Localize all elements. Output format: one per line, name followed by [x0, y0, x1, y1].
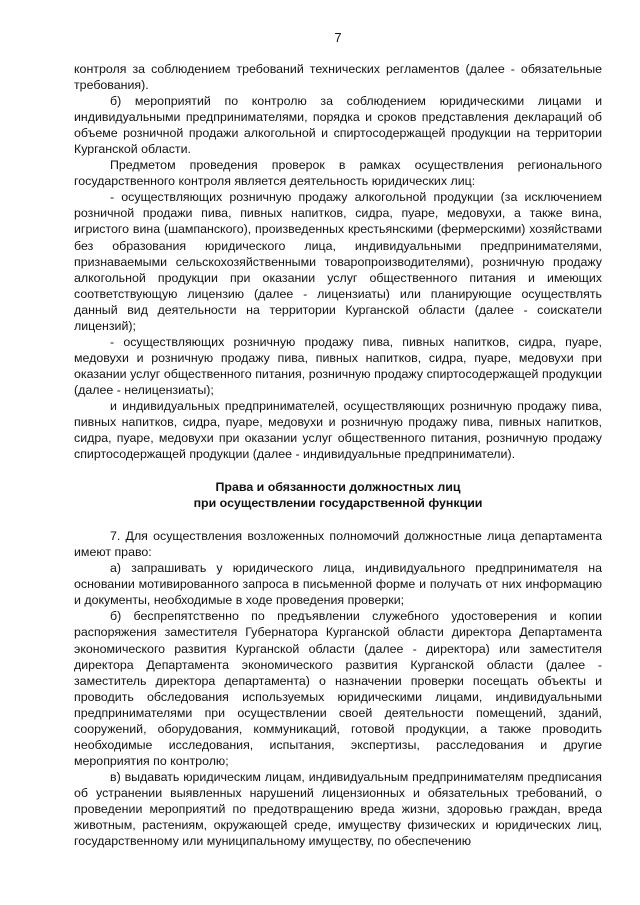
page-number: 7: [334, 30, 342, 45]
paragraph: и индивидуальных предпринимателей, осуществляющих розничную продажу пива, пивных напитков, сидра, пуаре, медовухи и розничную продажу пива, пивных напитков, сидра, пуаре, медовухи при оказании услуг общественного питания, розничную продажу спиртосодержащей продукции (далее - индивидуальные предприниматели).: [74, 398, 602, 462]
paragraph: в) выдавать юридическим лицам, индивидуальным предпринимателям предписания об устранении выявленных нарушений лицензионных и обязательных требований, о проведении мероприятий по предотвращению вреда жизни, здоровью граждан, вреда животным, растениям, окружающей среде, имуществу физических и юридических лиц, государственному или муниципальному имуществу, по обеспечению: [74, 769, 602, 849]
paragraph: - осуществляющих розничную продажу алкогольной продукции (за исключением розничной продажи пива, пивных напитков, сидра, пуаре, медовухи, а также вина, игристого вина (шампанского), произведенных крестьянскими (фермерскими) хозяйствами без образования юридического лица, индивидуальными предпринимателями, признаваемыми сельскохозяйственными товаропроизводителями), розничную продажу алкогольной продукции при оказании услуг общественного питания и имеющих соответствующую лицензию (далее - лицензиаты) или планирующие осуществлять данный вид деятельности на территории Курганской области (далее - соискатели лицензий);: [74, 190, 602, 333]
paragraph: а) запрашивать у юридического лица, индивидуального предпринимателя на основании мотивированного запроса в письменной форме и получать от них информацию и документы, необходимые в ходе проведения проверки;: [74, 561, 602, 608]
paragraph: Предметом проведения проверок в рамках осуществления регионального государственного контроля является деятельность юридических лиц:: [74, 158, 602, 189]
paragraph: 7. Для осуществления возложенных полномочий должностные лица департамента имеют право:: [74, 529, 602, 560]
section-heading: [74, 479, 602, 511]
paragraph: - осуществляющих розничную продажу пива, пивных напитков, сидра, пуаре, медовухи и розничную продажу пива, пивных напитков, сидра, пуаре, медовухи при оказании услуг общественного питания, розничную продажу спиртосодержащей продукции (далее - нелицензиаты);: [74, 334, 602, 397]
paragraph: б) беспрепятственно по предъявлении служебного удостоверения и копии распоряжения заместителя Губернатора Курганской области директора Департамента экономического развития Курганской области (далее - директора) или заместителя директора Департамента экономического развития Курганской области (далее - заместитель директора департамента) о назначении проверки посещать объекты и проводить обследования используемых юридическими лицами, индивидуальными предпринимателями при осуществлении своей деятельности помещений, зданий, сооружений, оборудования, коммуникаций, готовой продукции, а также проводить необходимые исследования, испытания, экспертизы, расследования и другие мероприятия по контролю;: [74, 609, 602, 768]
top-section: [74, 61, 602, 462]
paragraph: б) мероприятий по контролю за соблюдением юридическими лицами и индивидуальными предпринимателями, порядка и сроков представления деклараций об объеме розничной продажи алкогольной и спиртосодержащей продукции на территории Курганской области.: [74, 94, 602, 157]
section-heading-line: при осуществлении государственной функции: [193, 496, 483, 511]
bottom-section: [74, 528, 602, 849]
section-heading-line: Права и обязанности должностных лиц: [215, 480, 461, 495]
paragraph: контроля за соблюдением требований технических регламентов (далее - обязательные требования).: [74, 62, 602, 93]
